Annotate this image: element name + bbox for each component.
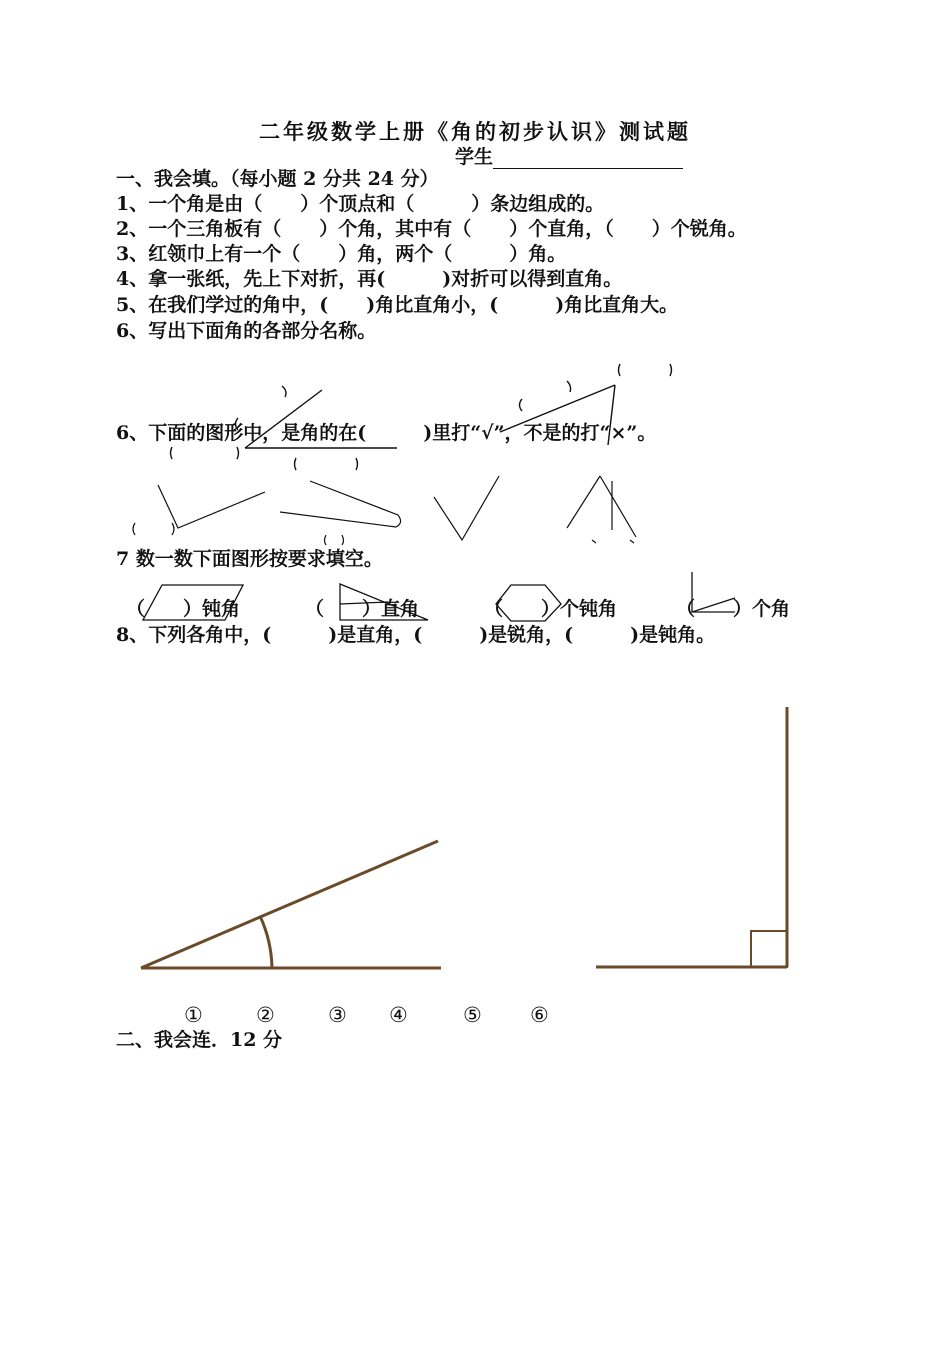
q6b-shapes: [133, 476, 636, 545]
figure-number-3: ③: [328, 1003, 347, 1027]
question-1: 1、一个角是由（ ）个顶点和（ ）条边组成的。: [116, 193, 605, 215]
figure-number-6: ⑥: [530, 1003, 549, 1027]
q7-item-1: （ ）钝角: [126, 598, 241, 620]
q7-shapes: [143, 572, 735, 621]
figure-number-5: ⑤: [463, 1003, 482, 1027]
q8-right-angle: [596, 707, 787, 967]
student-label: 学生: [455, 146, 494, 168]
q7-item-3: （ ）个钝角: [484, 598, 618, 620]
question-6b: 6、下面的图形中，是角的在( )里打“√”，不是的打“×”。: [116, 422, 657, 444]
section2-heading: 二、我会连．12 分: [116, 1029, 283, 1051]
question-2: 2、一个三角板有（ ）个角，其中有（ ）个直角，（ ）个锐角。: [116, 218, 747, 240]
angle-parts-figure-1: [171, 386, 398, 470]
question-8: 8、下列各角中，( )是直角，( )是锐角，( )是钝角。: [116, 624, 716, 646]
section1-heading: 一、我会填。（每小题 2 分共 24 分）: [116, 168, 439, 190]
q8-acute-angle: [141, 841, 441, 968]
question-3: 3、红领巾上有一个（ ）角，两个（ ）角。: [116, 243, 567, 265]
figure-number-4: ④: [389, 1003, 408, 1027]
page-title: 二年级数学上册《角的初步认识》测试题: [259, 119, 691, 144]
question-7: 7 数一数下面图形按要求填空。: [116, 548, 383, 570]
figure-number-2: ②: [256, 1003, 275, 1027]
question-5: 5、在我们学过的角中，( )角比直角小，( )角比直角大。: [116, 294, 679, 316]
q7-item-4: （ ）个角: [676, 598, 791, 620]
angle-parts-figure-2: [500, 364, 672, 445]
q7-item-2: （ ）直角: [305, 598, 420, 620]
question-6a: 6、写出下面角的各部分名称。: [116, 320, 377, 342]
figure-number-1: ①: [184, 1003, 203, 1027]
question-4: 4、拿一张纸，先上下对折，再( )对折可以得到直角。: [116, 268, 623, 290]
